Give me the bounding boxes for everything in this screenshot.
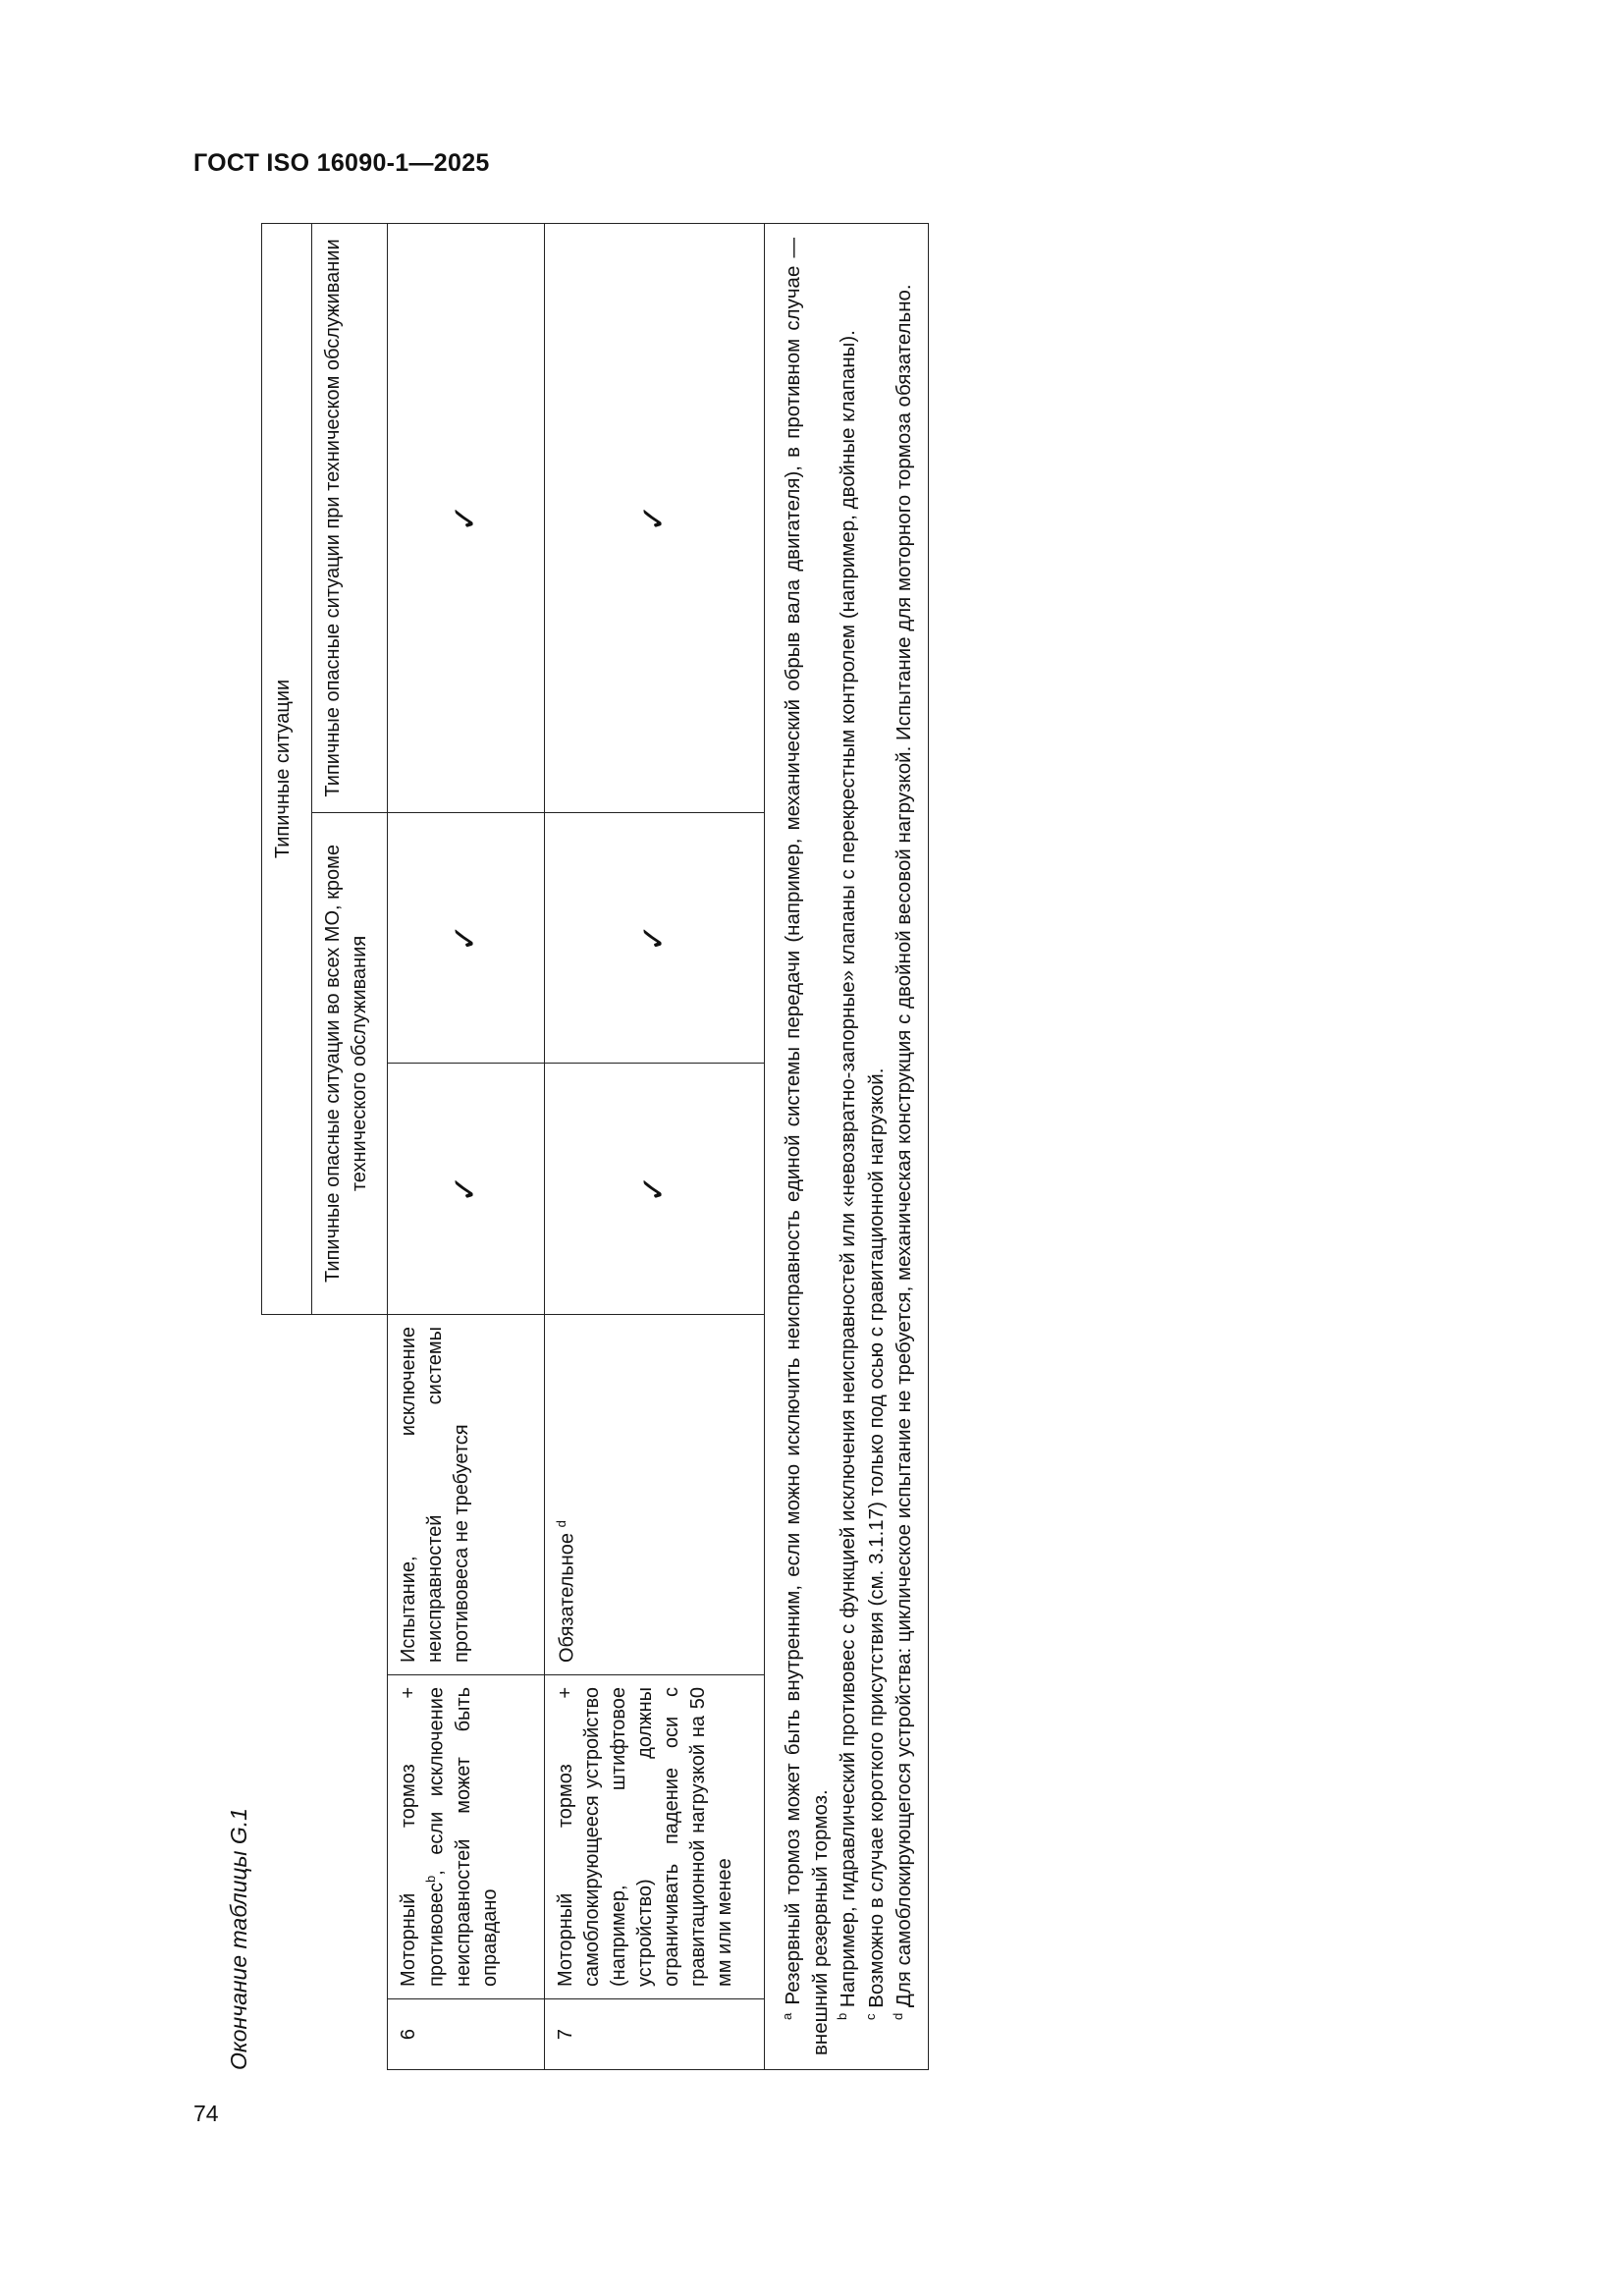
check-icon: ✓ (634, 504, 673, 532)
footnote-d (890, 238, 918, 2055)
row-number: 7 (545, 1999, 765, 2070)
footnote-text: Например, гидравлический противовес с функцией исключения неисправностей или «невозвратно-запорные» клапаны с перекрестным контролем (например, двойные клапаны). (837, 330, 859, 2013)
check-mark-cell (388, 223, 545, 812)
footnote-mark: b (835, 2012, 850, 2020)
footnote-mark: d (891, 2012, 906, 2020)
footnote-ref: b (423, 1875, 438, 1883)
footnote-ref: d (554, 1520, 568, 1528)
check-mark-cell (545, 223, 765, 812)
page-number: 74 (193, 2101, 219, 2126)
table-caption: Окончание таблицы G.1 (226, 1808, 251, 2070)
test-cell (545, 1314, 765, 1674)
row-number: 6 (388, 1999, 545, 2070)
check-mark-cell (545, 812, 765, 1063)
col-header-all-modes: Типичные опасные ситуации во всех МО, кроме технического обслуживания (312, 812, 388, 1314)
table-g1-end (261, 223, 929, 2070)
group-header: Типичные ситуации (262, 223, 312, 1314)
footnote-mark: c (862, 2013, 878, 2020)
test-text: Обязательное (556, 1527, 578, 1663)
check-icon: ✓ (634, 923, 673, 953)
rotated-table-area (226, 224, 952, 2070)
check-icon: ✓ (446, 923, 484, 953)
footnote-text: Возможно в случае короткого присутствия (см. 3.1.17) только под осью с гравитационной нагрузкой. (864, 1067, 888, 2014)
table-row (545, 223, 765, 2069)
col-header-maintenance: Типичные опасные ситуации при техническом обслуживании (312, 223, 388, 812)
check-icon: ✓ (446, 504, 484, 532)
footnote-c (862, 238, 891, 2055)
check-mark-cell (545, 1063, 765, 1314)
test-cell: Испытание, исключение неисправностей системы противовеса не требуется (388, 1314, 545, 1674)
footnote-a (779, 238, 834, 2055)
footnotes (765, 223, 929, 2069)
check-mark-cell (388, 812, 545, 1063)
measure-text: Моторный тормоз + противовес (398, 1687, 448, 1987)
check-mark-cell (388, 1063, 545, 1314)
check-icon: ✓ (446, 1175, 484, 1203)
check-icon: ✓ (634, 1175, 673, 1203)
footnote-b (834, 238, 862, 2055)
standard-code: ГОСТ ISO 16090-1—2025 (193, 149, 490, 177)
table-row (388, 223, 545, 2069)
footnotes-row (765, 223, 929, 2069)
measure-cell (388, 1675, 545, 1999)
footnote-text: Резервный тормоз может быть внутренним, если можно исключить неисправность единой системы передачи (например, механический обрыв вала двигателя), в противном случае — внешний резервный тормоз. (781, 237, 832, 2055)
footnote-mark: a (780, 2012, 794, 2020)
empty-header-cell (262, 1314, 388, 2069)
footnote-text: Для самоблокирующегося устройства: циклическое испытание не требуется, механическая конструкция с двойной весовой нагрузкой. Испытание для моторного тормоза обязательно. (893, 284, 915, 2013)
measure-text-cont: , если исключение неисправностей может быть оправдано (425, 1687, 501, 1987)
measure-cell: Моторный тормоз + самоблокирующееся устройство (например, штифтовое устройство) должны ограничивать падение оси с гравитационной нагрузкой на 50 мм или менее (545, 1675, 765, 1999)
